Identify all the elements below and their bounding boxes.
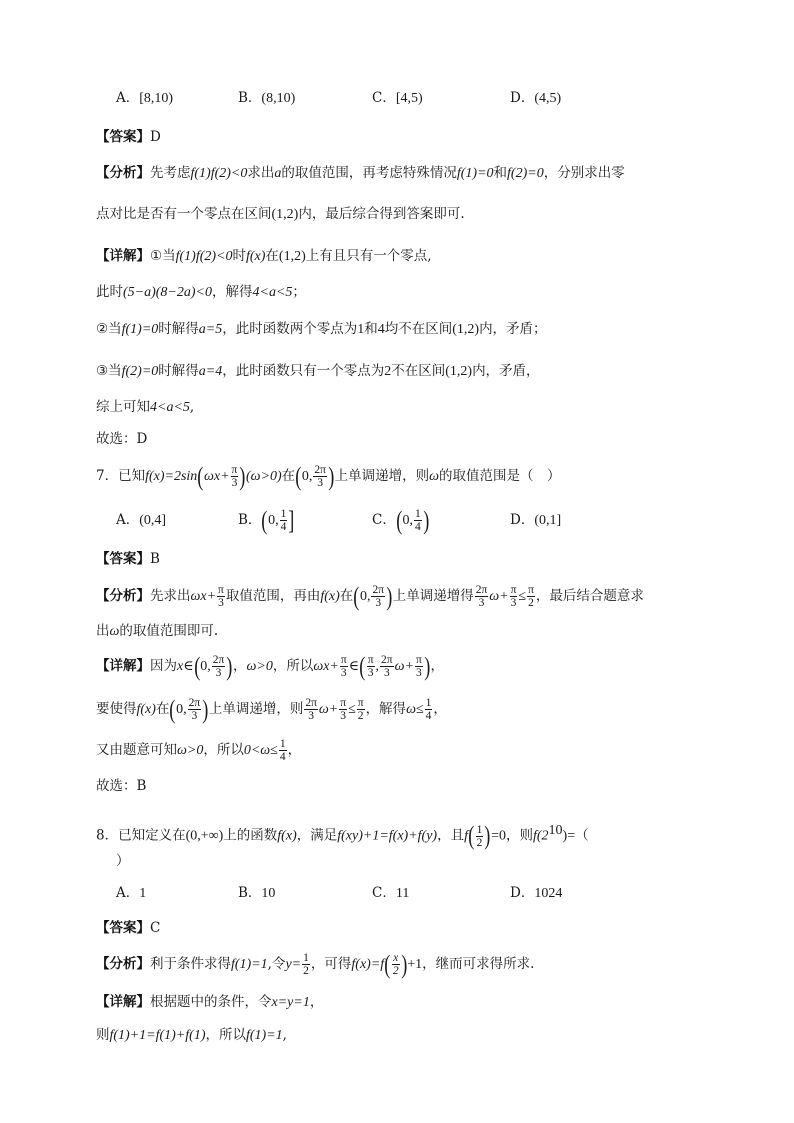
fraction: $\frac{\pi}{2}$: [357, 697, 364, 722]
fraction: $\frac{\pi}{3}$: [340, 697, 347, 722]
fraction: $\frac{\pi}{3}$: [415, 654, 422, 679]
q7-options: [116, 506, 716, 536]
q8-option-d: D．1024: [510, 885, 563, 901]
fraction: $\frac{1}{4}$: [425, 697, 432, 722]
q7-analysis-line2: 出ω的取值范围即可.: [96, 623, 219, 639]
q8-answer: 【答案】C: [96, 920, 161, 936]
fraction: $\frac{2\pi}{3}$: [475, 584, 488, 609]
q8-analysis: 【分析】利于条件求得f(1)=1,令y= $\frac{1}{2}$ ，可得f(x)=f( $\frac{x}{2}$ )+1，继而可求得所求.: [96, 949, 535, 979]
q6-option-a: A．[8,10): [116, 90, 174, 106]
q8-detail-line2: 则f(1)+1=f(1)+f(1)，所以f(1)=1,: [96, 1027, 287, 1043]
q7-option-b: B．(0, $\frac{1}{4}$ ]: [238, 505, 295, 535]
q6-detail-line2: 此时(5−a)(8−2a)<0，解得4<a<5；: [96, 284, 306, 300]
q7-analysis-line1: 【分析】先求出ωx+ $\frac{\pi}{3}$ 取值范围，再由f(x)在(0, $\frac{2\pi}{3}$ )上单调递增得 $\frac{2\pi}{3}$ ω+ $\frac{\pi}{3}$ ≤ $\frac{\pi}{2}$ ，最后结合题意求: [96, 581, 644, 611]
q6-detail-line3: ②当f(1)=0时解得a=5，此时函数两个零点为1和4均不在区间(1,2)内，矛盾；: [96, 321, 547, 337]
q8-stem: 8．已知定义在(0,+∞)上的函数f(x)，满足f(xy)+1=f(x)+f(y)，且f( $\frac{1}{2}$ )=0，则$f(2^{10})=$（: [96, 821, 589, 850]
q6-detail-line5: 综上可知4<a<5,: [96, 399, 195, 415]
q6-option-c: C．[4,5): [372, 90, 423, 106]
q7-option-a: A．(0,4]: [116, 512, 167, 528]
q7-detail-line3: 又由题意可知ω>0，所以0<ω≤ $\frac{1}{4}$ ，: [96, 738, 302, 763]
fraction: $\frac{2\pi}{3}$: [314, 464, 326, 489]
q6-answer: 【答案】D: [96, 129, 161, 145]
fraction: $\frac{1}{2}$: [303, 952, 309, 977]
q8-option-c: C．11: [372, 885, 410, 901]
fraction: $\frac{2\pi}{3}$: [212, 654, 225, 679]
q7-option-d: D．(0,1]: [510, 512, 562, 528]
q6-option-d: D．(4,5): [510, 90, 562, 106]
fraction: $\frac{2\pi}{3}$: [372, 584, 385, 609]
fraction: $\frac{1}{4}$: [280, 508, 287, 533]
q7-detail-line1: 【详解】因为x∈(0, $\frac{2\pi}{3}$ )，ω>0，所以ωx+ $\frac{\pi}{3}$ ∈( $\frac{\pi}{3}$ , $\frac{2\pi}{3}$ ω+ $\frac{\pi}{3}$ )，: [96, 651, 444, 681]
q8-option-a: A．1: [116, 885, 147, 901]
q7-answer: 【答案】B: [96, 551, 160, 567]
q7-detail-line2: 要使得f(x)在(0, $\frac{2\pi}{3}$ )上单调递增，则 $\frac{2\pi}{3}$ ω+ $\frac{\pi}{3}$ ≤ $\frac{\pi}{2}$ ，解得ω≤ $\frac{1}{4}$ ，: [96, 694, 447, 724]
q8-options: [116, 882, 716, 906]
q7-stem: 7．已知f(x)=2sin(ωx+ $\frac{\pi}{3}$ )(ω>0)在(0, $\frac{2\pi}{3}$ )上单调递增，则ω的取值范围是（ ）: [96, 461, 561, 491]
q7-conclusion: 故选：B: [96, 778, 147, 794]
q6-detail-line1: 【详解】①当f(1)f(2)<0时f(x)在(1,2)上有且只有一个零点,: [96, 248, 432, 264]
fraction: $\frac{2\pi}{3}$: [305, 697, 317, 722]
q6-option-b: B．(8,10): [238, 90, 296, 106]
fraction: $\frac{2\pi}{3}$: [381, 654, 393, 679]
q8-option-b: B．10: [238, 885, 276, 901]
fraction: $\frac{1}{4}$: [279, 738, 286, 763]
fraction: $\frac{\pi}{3}$: [218, 584, 224, 609]
q8-detail-line1: 【详解】根据题中的条件，令x=y=1，: [96, 994, 324, 1010]
fraction: $\frac{x}{2}$: [392, 952, 399, 977]
q6-detail-line4: ③当f(2)=0时解得a=4，此时函数只有一个零点为2不在区间(1,2)内，矛盾，: [96, 363, 540, 379]
q7-option-c: C．(0, $\frac{1}{4}$ ): [372, 505, 430, 535]
fraction: $\frac{\pi}{3}$: [367, 654, 374, 679]
q6-analysis-line1: 【分析】先考虑f(1)f(2)<0求出a的取值范围，再考虑特殊情况f(1)=0和f(2)=0，分别求出零: [96, 165, 625, 181]
fraction: $\frac{\pi}{2}$: [528, 584, 534, 609]
fraction: $\frac{1}{4}$: [415, 508, 421, 533]
fraction: $\frac{2\pi}{3}$: [188, 697, 201, 722]
fraction: $\frac{\pi}{3}$: [510, 584, 517, 609]
q8-stem-close: ）: [116, 853, 130, 869]
fraction: $\frac{1}{2}$: [476, 823, 483, 849]
q6-conclusion: 故选：D: [96, 431, 148, 447]
fraction: $\frac{\pi}{3}$: [340, 654, 347, 679]
q6-options: [116, 87, 716, 111]
q6-analysis-line2: 点对比是否有一个零点在区间(1,2)内，最后综合得到答案即可.: [96, 206, 465, 222]
fraction: $\frac{\pi}{3}$: [231, 464, 238, 489]
